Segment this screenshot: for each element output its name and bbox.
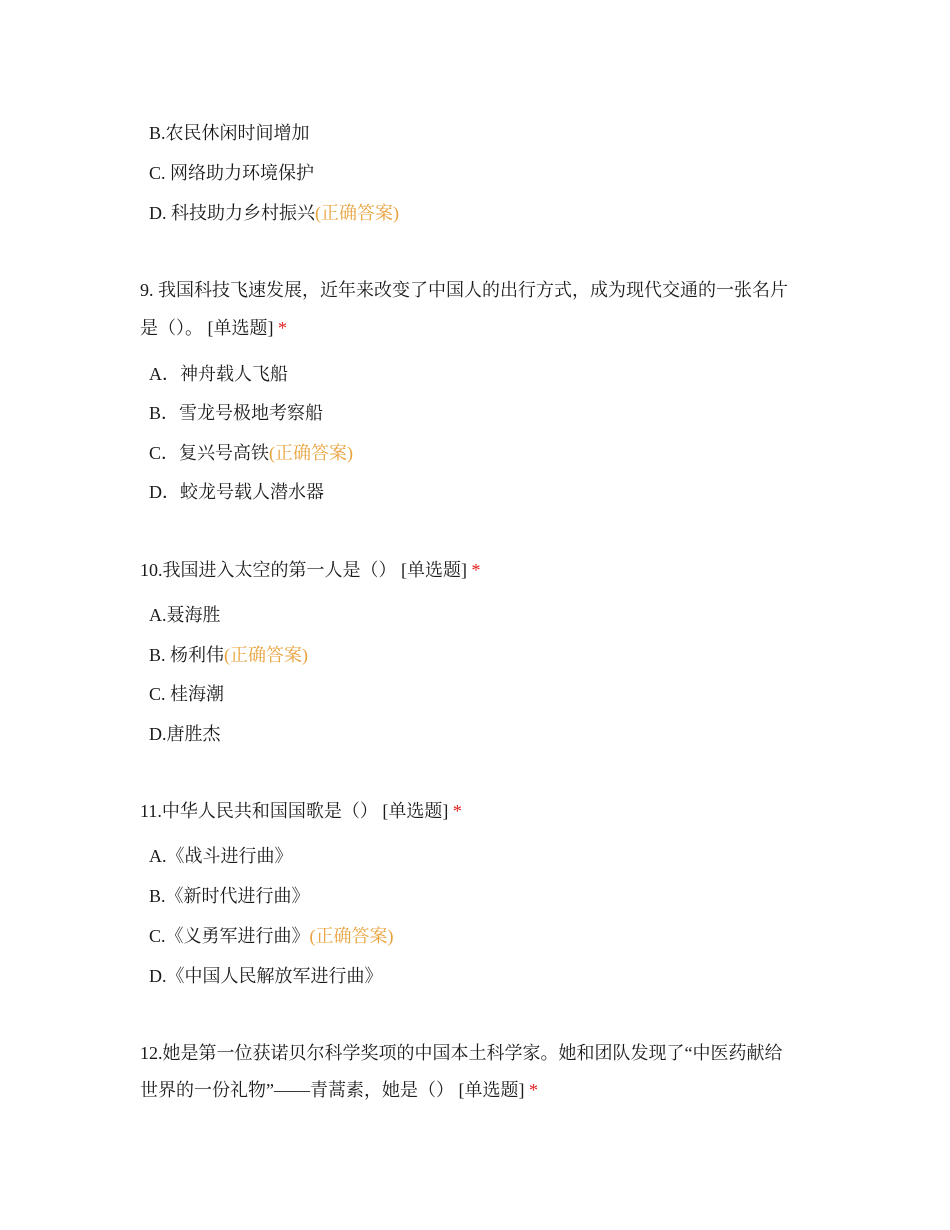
- option-text: C. 网络助力环境保护: [149, 163, 315, 183]
- option-text: B.农民休闲时间增加: [149, 123, 310, 143]
- q10-option-d[interactable]: [149, 722, 221, 746]
- option-text: C．复兴号高铁: [149, 443, 270, 463]
- q8-option-d[interactable]: [149, 201, 399, 225]
- q9-option-a[interactable]: [149, 362, 288, 386]
- q10-option-a[interactable]: [149, 603, 221, 627]
- q9-option-b[interactable]: [149, 401, 323, 425]
- required-marker: *: [471, 560, 481, 580]
- q9-title-line2: [140, 316, 287, 340]
- required-marker: *: [528, 1080, 538, 1100]
- required-marker: *: [452, 801, 462, 821]
- q10-option-b[interactable]: [149, 643, 308, 667]
- required-marker: *: [278, 318, 287, 338]
- q11-option-a[interactable]: [149, 844, 293, 868]
- q12-title-line2: [140, 1078, 538, 1102]
- q9-option-d[interactable]: [149, 480, 324, 504]
- q8-option-b[interactable]: [149, 121, 310, 145]
- option-text: B.《新时代进行曲》: [149, 886, 310, 906]
- correct-answer-tag: (正确答案): [309, 926, 394, 946]
- q9-option-c[interactable]: [149, 441, 353, 465]
- option-text: A.《战斗进行曲》: [149, 846, 293, 866]
- option-text: C. 桂海潮: [149, 684, 225, 704]
- option-text: D. 科技助力乡村振兴: [149, 203, 315, 223]
- q11-option-b[interactable]: [149, 884, 310, 908]
- option-text: A.聂海胜: [149, 605, 221, 625]
- option-text: D．蛟龙号载人潜水器: [149, 482, 324, 502]
- q11-option-d[interactable]: [149, 964, 383, 988]
- q12-title-line1: 12.她是第一位获诺贝尔科学奖项的中国本土科学家。她和团队发现了“中医药献给: [140, 1043, 783, 1063]
- option-text: D.《中国人民解放军进行曲》: [149, 966, 383, 986]
- option-text: D.唐胜杰: [149, 724, 221, 744]
- option-text: B．雪龙号极地考察船: [149, 403, 324, 423]
- correct-answer-tag: (正确答案): [269, 443, 354, 463]
- question-text: 11.中华人民共和国国歌是（） [单选题]: [140, 801, 449, 821]
- option-text: A．神舟载人飞船: [149, 364, 288, 384]
- q10-title: [140, 558, 481, 582]
- option-text: C.《义勇军进行曲》: [149, 926, 310, 946]
- correct-answer-tag: (正确答案): [315, 203, 399, 223]
- q8-option-c[interactable]: [149, 161, 314, 185]
- question-text: 世界的一份礼物”——青蒿素，她是（） [单选题]: [140, 1080, 525, 1100]
- question-text: 10.我国进入太空的第一人是（） [单选题]: [140, 560, 467, 580]
- correct-answer-tag: (正确答案): [224, 645, 309, 665]
- q9-title-line1: 9. 我国科技飞速发展，近年来改变了中国人的出行方式，成为现代交通的一张名片: [140, 280, 788, 300]
- q11-option-c[interactable]: [149, 924, 394, 948]
- q10-option-c[interactable]: [149, 682, 224, 706]
- question-text: 是（）。 [单选题]: [140, 318, 274, 338]
- q11-title: [140, 799, 462, 823]
- option-text: B. 杨利伟: [149, 645, 225, 665]
